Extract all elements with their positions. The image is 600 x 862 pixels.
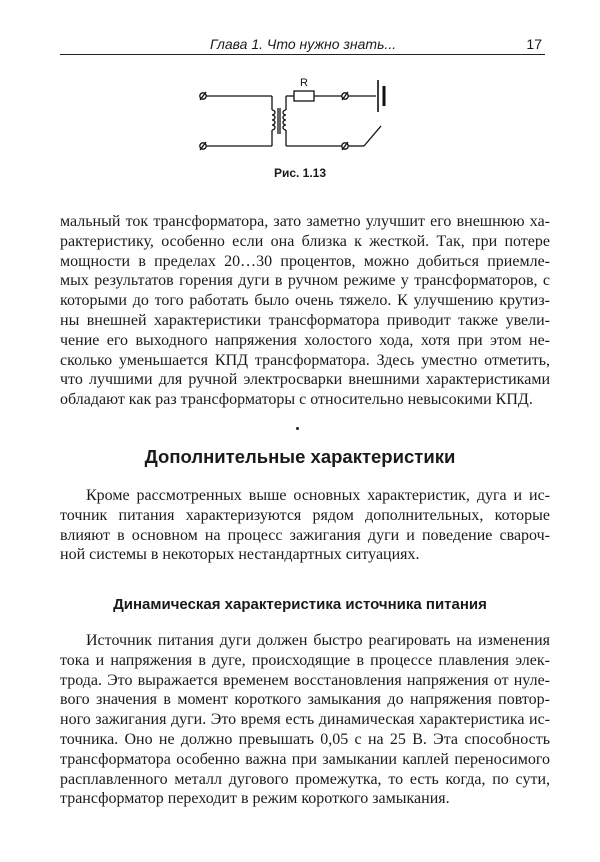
- text-line: Источник питания дуги должен быстро реагировать на изменения: [86, 632, 550, 649]
- text-line: что лучшими для ручной электросварки внешними характеристиками: [60, 371, 550, 389]
- text-line: тока и напряжения в дуге, происходящие в процессе плавления элек-: [60, 651, 550, 669]
- text-line: трансформатора особенно важна при замыкании каплей переносимого: [60, 750, 550, 768]
- text-line: чение его выходного напряжения холостого хода, хотя при этом не-: [60, 331, 550, 349]
- resistor: [294, 91, 314, 101]
- paragraph-continuation: [60, 212, 550, 410]
- page-number: 17: [526, 36, 542, 52]
- text-line: ного зажигания дуги. Это время есть динамическая характеристика ис-: [60, 711, 550, 729]
- text-line: рактеристику, особенно если она близка к жесткой. Так, при потере: [60, 232, 550, 250]
- text-line: точник питания характеризуются рядом дополнительных, которые: [60, 506, 550, 524]
- subsection-paragraph: [60, 631, 550, 809]
- text-line: которыми до того работать было очень тяжело. К улучшению крутиз-: [60, 292, 550, 310]
- text-line: расплавленного металл дугового промежутка, то есть когда, по сути,: [60, 770, 550, 788]
- figure-caption: Рис. 1.13: [273, 166, 327, 180]
- text-line: вого значения в момент короткого замыкания до напряжения повтор-: [60, 691, 550, 709]
- section-heading: Дополнительные характеристики: [144, 446, 456, 467]
- text-line: сколько уменьшается КПД трансформатора. Здесь уместно отметить,: [60, 351, 550, 369]
- text-line: влияют в основном на процесс зажигания дуги и поведение свароч-: [60, 526, 550, 544]
- secondary-winding: [283, 110, 286, 130]
- primary-winding: [272, 110, 275, 130]
- text-line: мых результатов горения дуги в ручном режиме у трансформаторов, с: [60, 272, 550, 290]
- text-line: мощности в пределах 20…30 процентов, можно добиться приемле-: [60, 252, 550, 270]
- stray-dot: [296, 427, 299, 430]
- text-line: мальный ток трансформатора, зато заметно улучшит его внешнюю ха-: [60, 213, 550, 230]
- section-paragraph: [60, 486, 550, 565]
- chapter-title: Глава 1. Что нужно знать...: [210, 36, 397, 52]
- resistor-label: R: [300, 77, 308, 89]
- text-line: обладают как раз трансформаторы с относительно невысокими КПД.: [60, 391, 533, 409]
- text-line: Кроме рассмотренных выше основных характеристик, дуга и ис-: [86, 487, 550, 504]
- text-line: трансформатор переходит в режим короткого замыкания.: [60, 790, 450, 808]
- text-line: ны внешней характеристики трансформатора приводит также увели-: [60, 311, 550, 329]
- text-line: ной системы в некоторых нестандартных ситуациях.: [60, 546, 420, 564]
- text-line: трода. Это выражается временем восстановления напряжения от нуле-: [60, 671, 550, 689]
- text-line: точника. Оно не должно превышать 0,05 с на 25 В. Эта способность: [60, 730, 550, 748]
- running-header: [60, 34, 545, 55]
- circuit-diagram: [190, 72, 410, 162]
- subsection-heading: Динамическая характеристика источника питания: [113, 596, 487, 613]
